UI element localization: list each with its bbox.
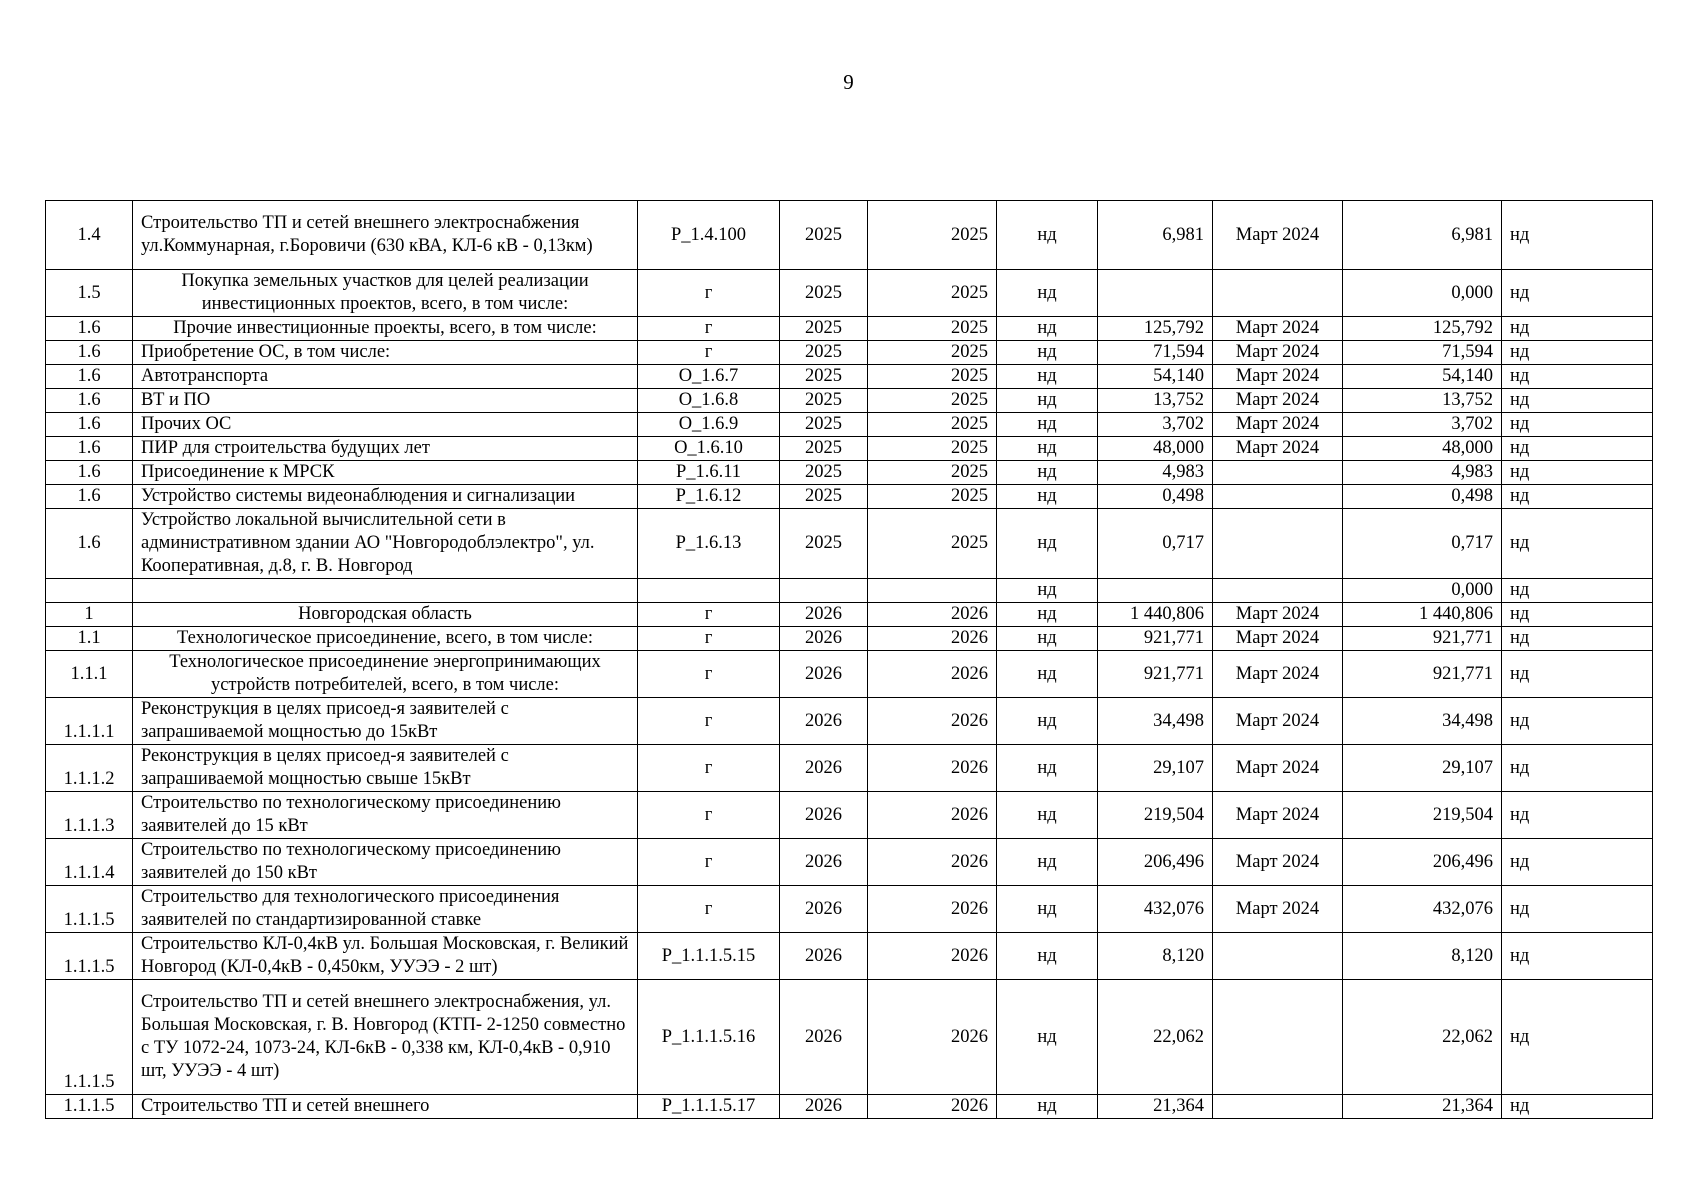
row-date: Март 2024 [1213,745,1343,792]
row-nd: нд [997,317,1098,341]
row-nd: нд [997,980,1098,1095]
row-nd: нд [997,341,1098,365]
row-number: 1.1.1.1 [46,698,133,745]
row-year-end: 2025 [868,270,997,317]
row-date [1213,980,1343,1095]
row-number: 1.4 [46,201,133,270]
row-name: ВТ и ПО [133,389,638,413]
row-value: 8,120 [1098,933,1213,980]
table-row [46,389,1653,413]
row-year-end: 2025 [868,413,997,437]
row-value-total: 0,498 [1343,485,1502,509]
row-value: 34,498 [1098,698,1213,745]
row-value: 0,717 [1098,509,1213,579]
row-code: P_1.6.13 [638,509,780,579]
row-number: 1.1.1.5 [46,886,133,933]
row-year-end [868,579,997,603]
table-row [46,461,1653,485]
row-number: 1.1.1 [46,651,133,698]
row-value: 432,076 [1098,886,1213,933]
table-row [46,579,1653,603]
row-code: г [638,341,780,365]
row-year-start: 2025 [780,201,868,270]
table-row [46,365,1653,389]
row-nd-2: нд [1502,1095,1653,1119]
row-name: Устройство системы видеонаблюдения и сигнализации [133,485,638,509]
row-year-start: 2026 [780,886,868,933]
row-code: P_1.4.100 [638,201,780,270]
row-date [1213,270,1343,317]
table-row [46,839,1653,886]
row-code: P_1.1.1.5.16 [638,980,780,1095]
row-value-total: 206,496 [1343,839,1502,886]
row-code: P_1.6.11 [638,461,780,485]
row-name: Строительство для технологического присоединения заявителей по стандартизированной ставке [133,886,638,933]
row-year-end: 2026 [868,792,997,839]
row-number: 1.5 [46,270,133,317]
row-number: 1.6 [46,341,133,365]
row-year-end: 2025 [868,389,997,413]
row-date [1213,1095,1343,1119]
row-name: Присоединение к МРСК [133,461,638,485]
row-date: Март 2024 [1213,437,1343,461]
row-date: Март 2024 [1213,627,1343,651]
row-year-start: 2025 [780,437,868,461]
table-row [46,933,1653,980]
row-nd: нд [997,651,1098,698]
row-name: Строительство ТП и сетей внешнего электроснабжения, ул. Большая Московская, г. В. Новгород (КТП- 2-1250 совместно с ТУ 1072-24, 1073-24, КЛ-6кВ - 0,338 км, КЛ-0,4кВ - 0,910 шт, УУЭЭ - 4 шт) [133,980,638,1095]
row-number: 1.1.1.5 [46,980,133,1095]
row-year-end: 2026 [868,980,997,1095]
row-code: г [638,698,780,745]
row-nd-2: нд [1502,201,1653,270]
row-code: O_1.6.10 [638,437,780,461]
row-year-start: 2026 [780,792,868,839]
row-code: г [638,317,780,341]
row-nd: нд [997,627,1098,651]
row-number: 1.6 [46,389,133,413]
row-nd-2: нд [1502,461,1653,485]
row-value: 0,498 [1098,485,1213,509]
row-value: 1 440,806 [1098,603,1213,627]
row-name: Технологическое присоединение энергопринимающих устройств потребителей, всего, в том числе: [133,651,638,698]
row-name [133,579,638,603]
row-value-total: 48,000 [1343,437,1502,461]
row-value-total: 125,792 [1343,317,1502,341]
row-number: 1 [46,603,133,627]
row-date: Март 2024 [1213,886,1343,933]
row-year-end: 2026 [868,886,997,933]
row-year-start: 2026 [780,933,868,980]
table-row [46,270,1653,317]
row-year-start: 2025 [780,317,868,341]
row-number: 1.6 [46,365,133,389]
row-value-total: 921,771 [1343,627,1502,651]
row-year-start: 2026 [780,1095,868,1119]
row-number: 1.1 [46,627,133,651]
row-nd-2: нд [1502,651,1653,698]
investment-program-table [45,200,1653,1119]
row-value-total: 0,000 [1343,270,1502,317]
row-date [1213,485,1343,509]
row-value: 921,771 [1098,651,1213,698]
row-name: Автотранспорта [133,365,638,389]
row-nd-2: нд [1502,317,1653,341]
row-year-start: 2025 [780,270,868,317]
row-number: 1.1.1.3 [46,792,133,839]
row-year-end: 2025 [868,365,997,389]
row-year-start: 2026 [780,603,868,627]
row-value: 921,771 [1098,627,1213,651]
row-value [1098,579,1213,603]
row-date: Март 2024 [1213,698,1343,745]
row-nd: нд [997,389,1098,413]
row-nd: нд [997,579,1098,603]
row-code: г [638,270,780,317]
row-value: 125,792 [1098,317,1213,341]
table-row [46,745,1653,792]
row-year-start: 2025 [780,389,868,413]
row-value-total: 3,702 [1343,413,1502,437]
row-year-end: 2025 [868,485,997,509]
row-value-total: 54,140 [1343,365,1502,389]
row-year-end: 2026 [868,1095,997,1119]
table-row [46,698,1653,745]
row-year-start: 2025 [780,485,868,509]
row-name: Реконструкция в целях присоед-я заявителей с запрашиваемой мощностью свыше 15кВт [133,745,638,792]
table-row [46,437,1653,461]
row-year-end: 2025 [868,201,997,270]
row-code: г [638,792,780,839]
row-number [46,579,133,603]
row-name: Прочие инвестиционные проекты, всего, в том числе: [133,317,638,341]
row-value [1098,270,1213,317]
row-number: 1.6 [46,437,133,461]
row-year-start: 2026 [780,627,868,651]
row-name: Технологическое присоединение, всего, в том числе: [133,627,638,651]
row-value-total: 921,771 [1343,651,1502,698]
row-date: Март 2024 [1213,603,1343,627]
row-code: P_1.1.1.5.17 [638,1095,780,1119]
row-value-total: 1 440,806 [1343,603,1502,627]
row-nd: нд [997,437,1098,461]
row-year-end: 2026 [868,839,997,886]
row-value: 13,752 [1098,389,1213,413]
row-name: Строительство ТП и сетей внешнего электроснабжения ул.Коммунарная, г.Боровичи (630 кВА, КЛ-6 кВ - 0,13км) [133,201,638,270]
row-year-start: 2025 [780,365,868,389]
row-name: ПИР для строительства будущих лет [133,437,638,461]
row-nd-2: нд [1502,886,1653,933]
row-year-start: 2025 [780,509,868,579]
row-value-total: 6,981 [1343,201,1502,270]
row-year-start: 2025 [780,461,868,485]
table-row [46,1095,1653,1119]
row-nd-2: нд [1502,698,1653,745]
row-nd: нд [997,365,1098,389]
row-value-total: 432,076 [1343,886,1502,933]
row-name: Прочих ОС [133,413,638,437]
row-nd: нд [997,509,1098,579]
row-value-total: 4,983 [1343,461,1502,485]
row-code: г [638,651,780,698]
table-row [46,201,1653,270]
row-year-end: 2025 [868,317,997,341]
row-nd-2: нд [1502,603,1653,627]
row-date: Март 2024 [1213,792,1343,839]
row-value-total: 0,717 [1343,509,1502,579]
row-number: 1.6 [46,461,133,485]
row-nd-2: нд [1502,413,1653,437]
row-value-total: 219,504 [1343,792,1502,839]
row-value: 3,702 [1098,413,1213,437]
row-nd: нд [997,270,1098,317]
row-year-start: 2026 [780,651,868,698]
row-date [1213,509,1343,579]
row-nd: нд [997,792,1098,839]
row-year-start: 2026 [780,980,868,1095]
row-number: 1.1.1.5 [46,933,133,980]
row-nd: нд [997,698,1098,745]
row-value-total: 22,062 [1343,980,1502,1095]
row-code: O_1.6.9 [638,413,780,437]
row-year-start: 2026 [780,745,868,792]
row-year-end: 2025 [868,509,997,579]
row-nd-2: нд [1502,485,1653,509]
row-value: 219,504 [1098,792,1213,839]
row-year-end: 2026 [868,698,997,745]
row-date: Март 2024 [1213,341,1343,365]
row-value: 6,981 [1098,201,1213,270]
row-year-start [780,579,868,603]
row-nd-2: нд [1502,341,1653,365]
row-year-end: 2026 [868,933,997,980]
row-name: Устройство локальной вычислительной сети в административном здании АО "Новгородоблэлектро", ул. Кооперативная, д.8, г. В. Новгород [133,509,638,579]
row-code: г [638,839,780,886]
row-nd-2: нд [1502,365,1653,389]
row-number: 1.1.1.2 [46,745,133,792]
row-nd: нд [997,461,1098,485]
row-nd-2: нд [1502,745,1653,792]
row-value: 29,107 [1098,745,1213,792]
row-date [1213,933,1343,980]
row-date: Март 2024 [1213,365,1343,389]
row-value: 21,364 [1098,1095,1213,1119]
table-row [46,603,1653,627]
row-year-end: 2026 [868,745,997,792]
row-value-total: 34,498 [1343,698,1502,745]
row-nd: нд [997,201,1098,270]
row-year-start: 2025 [780,413,868,437]
row-year-start: 2026 [780,839,868,886]
row-date [1213,579,1343,603]
row-value-total: 13,752 [1343,389,1502,413]
table-row [46,485,1653,509]
row-number: 1.1.1.5 [46,1095,133,1119]
row-date: Март 2024 [1213,839,1343,886]
table-row [46,886,1653,933]
row-code [638,579,780,603]
row-nd: нд [997,839,1098,886]
row-number: 1.6 [46,509,133,579]
row-year-end: 2026 [868,651,997,698]
row-code: P_1.1.1.5.15 [638,933,780,980]
row-nd-2: нд [1502,437,1653,461]
row-code: P_1.6.12 [638,485,780,509]
row-code: г [638,745,780,792]
row-nd: нд [997,413,1098,437]
row-nd: нд [997,933,1098,980]
table-row [46,980,1653,1095]
row-nd-2: нд [1502,933,1653,980]
table-row [46,651,1653,698]
row-code: г [638,627,780,651]
row-name: Приобретение ОС, в том числе: [133,341,638,365]
row-year-end: 2025 [868,341,997,365]
row-code: г [638,886,780,933]
row-date [1213,461,1343,485]
row-value-total: 0,000 [1343,579,1502,603]
table-row [46,792,1653,839]
row-nd-2: нд [1502,627,1653,651]
row-number: 1.6 [46,485,133,509]
row-date: Март 2024 [1213,389,1343,413]
row-code: г [638,603,780,627]
row-value-total: 21,364 [1343,1095,1502,1119]
row-nd-2: нд [1502,389,1653,413]
row-name: Покупка земельных участков для целей реализации инвестиционных проектов, всего, в том числе: [133,270,638,317]
row-nd: нд [997,485,1098,509]
row-nd-2: нд [1502,579,1653,603]
row-nd: нд [997,745,1098,792]
row-name: Новгородская область [133,603,638,627]
row-nd-2: нд [1502,839,1653,886]
row-number: 1.1.1.4 [46,839,133,886]
row-value: 54,140 [1098,365,1213,389]
row-nd: нд [997,886,1098,933]
row-name: Строительство по технологическому присоединению заявителей до 150 кВт [133,839,638,886]
row-value: 206,496 [1098,839,1213,886]
row-value: 71,594 [1098,341,1213,365]
row-code: O_1.6.7 [638,365,780,389]
table-row [46,317,1653,341]
table-row [46,413,1653,437]
row-date: Март 2024 [1213,317,1343,341]
row-nd-2: нд [1502,270,1653,317]
page-number: 9 [843,70,854,94]
table-row [46,627,1653,651]
row-value-total: 71,594 [1343,341,1502,365]
row-number: 1.6 [46,413,133,437]
row-date: Март 2024 [1213,651,1343,698]
row-code: O_1.6.8 [638,389,780,413]
row-name: Строительство по технологическому присоединению заявителей до 15 кВт [133,792,638,839]
table-row [46,341,1653,365]
row-value-total: 29,107 [1343,745,1502,792]
row-year-end: 2025 [868,437,997,461]
row-nd: нд [997,603,1098,627]
row-value: 22,062 [1098,980,1213,1095]
row-value-total: 8,120 [1343,933,1502,980]
row-name: Реконструкция в целях присоед-я заявителей с запрашиваемой мощностью до 15кВт [133,698,638,745]
row-number: 1.6 [46,317,133,341]
row-name: Строительство КЛ-0,4кВ ул. Большая Московская, г. Великий Новгород (КЛ-0,4кВ - 0,450км, УУЭЭ - 2 шт) [133,933,638,980]
row-nd-2: нд [1502,509,1653,579]
row-nd: нд [997,1095,1098,1119]
table-body [46,201,1653,1119]
row-year-end: 2025 [868,461,997,485]
row-date: Март 2024 [1213,201,1343,270]
row-year-start: 2026 [780,698,868,745]
row-name: Строительство ТП и сетей внешнего [133,1095,638,1119]
row-year-start: 2025 [780,341,868,365]
row-nd-2: нд [1502,792,1653,839]
row-date: Март 2024 [1213,413,1343,437]
row-year-end: 2026 [868,603,997,627]
row-year-end: 2026 [868,627,997,651]
table-row [46,509,1653,579]
row-value: 48,000 [1098,437,1213,461]
row-value: 4,983 [1098,461,1213,485]
row-nd-2: нд [1502,980,1653,1095]
